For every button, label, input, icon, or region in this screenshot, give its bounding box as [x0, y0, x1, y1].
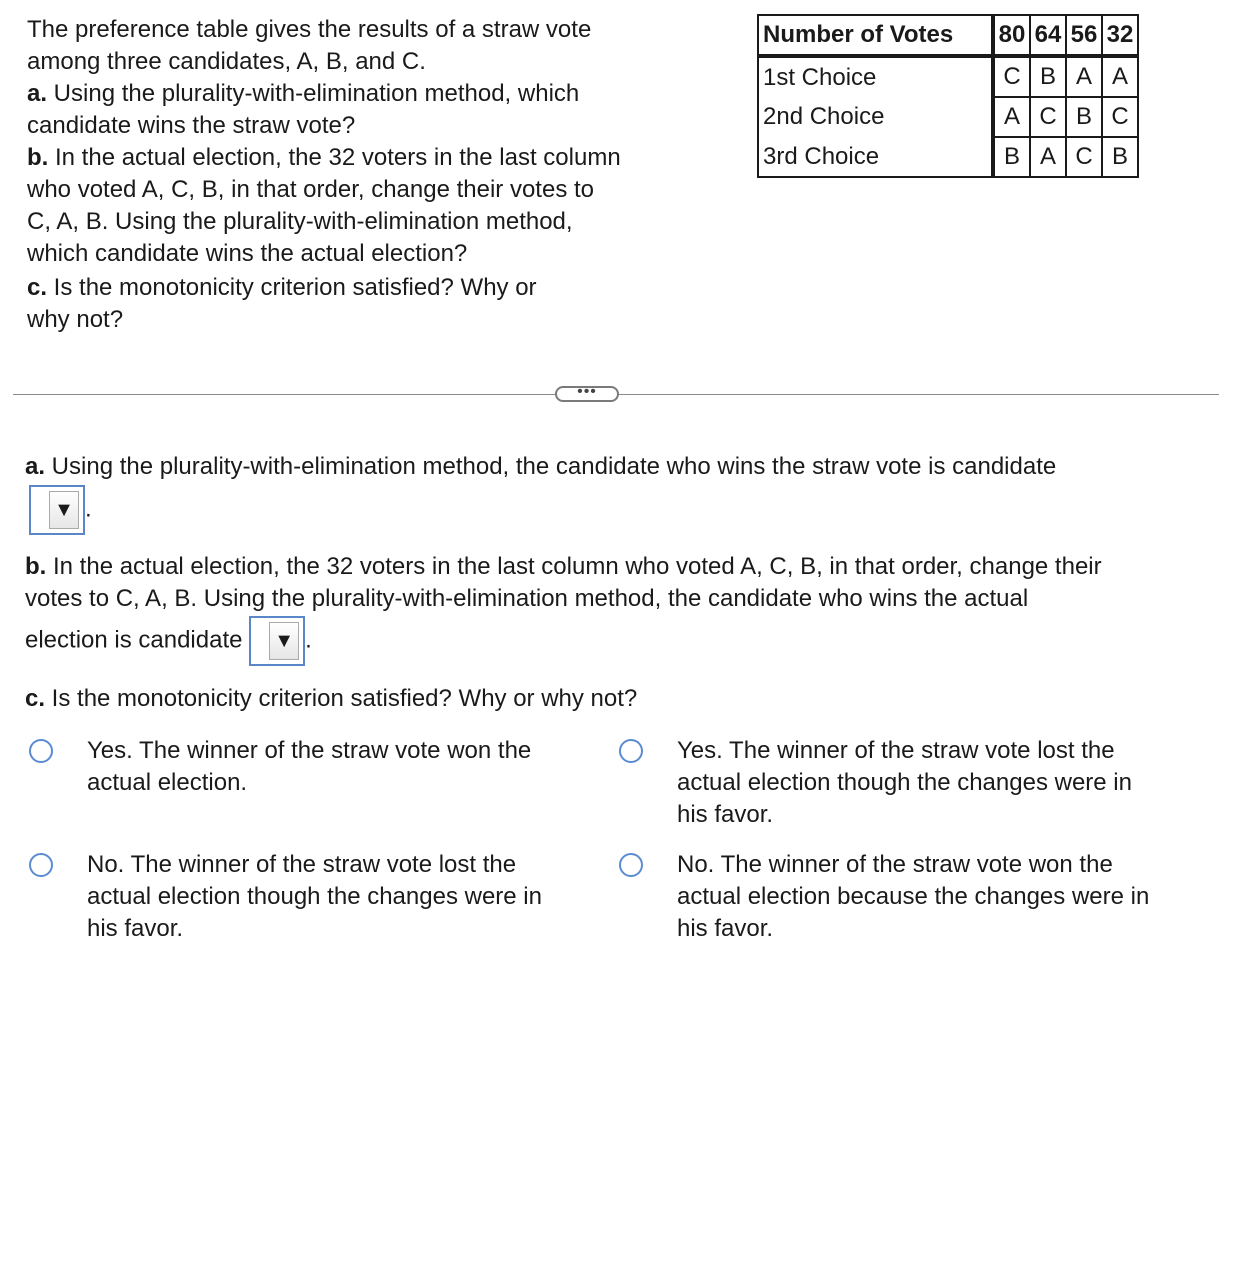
table-row — [758, 137, 1138, 177]
choice-cell: A — [1102, 56, 1138, 97]
choice-cell: C — [1102, 97, 1138, 137]
part-b-prompt-cont: which candidate wins the actual election? — [27, 240, 468, 267]
part-b-answer: election is candidate ▼ . — [25, 616, 312, 666]
votes-cell: 56 — [1066, 15, 1102, 56]
votes-cell: 32 — [1102, 15, 1138, 56]
radio-button[interactable] — [29, 739, 53, 763]
part-label: a. — [27, 80, 48, 107]
table-row — [758, 56, 1138, 97]
table-header-row — [758, 15, 1138, 56]
choice-cell: B — [993, 137, 1030, 177]
intro-line: The preference table gives the results of a straw vote — [27, 16, 592, 43]
part-label: b. — [25, 553, 47, 580]
expand-toggle-button[interactable]: ••• — [555, 386, 619, 402]
part-b-candidate-dropdown[interactable] — [249, 616, 305, 666]
dropdown-arrow-icon[interactable]: ▼ — [269, 622, 299, 660]
choice-cell: B — [1066, 97, 1102, 137]
part-b-question: b. In the actual election, the 32 voters in the last column who voted A, C, B, in that order, change their votes to C, A, B. Using the plurality-with-elimination method, the candidate who wins the actual — [25, 553, 1102, 612]
row-label: 2nd Choice — [758, 97, 993, 137]
choice-cell: B — [1030, 56, 1066, 97]
choice-cell: C — [1066, 137, 1102, 177]
intro-line: among three candidates, A, B, and C. — [27, 48, 426, 75]
part-c-prompt-cont: why not? — [27, 306, 124, 333]
part-label: c. — [27, 274, 48, 301]
radio-button[interactable] — [29, 853, 53, 877]
part-a-candidate-dropdown[interactable] — [29, 485, 85, 535]
votes-cell: 80 — [993, 15, 1030, 56]
part-a-answer: ▼ . — [29, 485, 92, 535]
choice-cell: C — [1030, 97, 1066, 137]
part-a-prompt-cont: candidate wins the straw vote? — [27, 112, 356, 139]
votes-header: Number of Votes — [758, 15, 993, 56]
choice-cell: A — [993, 97, 1030, 137]
radio-button[interactable] — [619, 739, 643, 763]
table-row — [758, 97, 1138, 137]
part-label: a. — [25, 453, 46, 480]
part-a-prompt: a. Using the plurality-with-elimination method, which — [27, 80, 580, 107]
part-b-prompt-cont: who voted A, C, B, in that order, change their votes to — [27, 176, 594, 203]
row-label: 3rd Choice — [758, 137, 993, 177]
part-label: b. — [27, 144, 49, 171]
part-a-question: a. Using the plurality-with-elimination method, the candidate who wins the straw vote is candidate — [25, 453, 1057, 480]
votes-cell: 64 — [1030, 15, 1066, 56]
choice-cell: C — [993, 56, 1030, 97]
problem-statement — [27, 14, 687, 336]
row-label: 1st Choice — [758, 56, 993, 97]
part-c-question: c. Is the monotonicity criterion satisfied? Why or why not? — [25, 685, 638, 712]
choice-cell: A — [1066, 56, 1102, 97]
dropdown-arrow-icon[interactable]: ▼ — [49, 491, 79, 529]
choice-cell: A — [1030, 137, 1066, 177]
radio-button[interactable] — [619, 853, 643, 877]
part-c-prompt: c. Is the monotonicity criterion satisfied? Why or — [27, 274, 537, 301]
part-b-prompt: b. In the actual election, the 32 voters in the last column — [27, 144, 621, 171]
choice-cell: B — [1102, 137, 1138, 177]
part-label: c. — [25, 685, 46, 712]
part-b-prompt-cont: C, A, B. Using the plurality-with-elimination method, — [27, 208, 573, 235]
preference-table — [757, 14, 1139, 178]
